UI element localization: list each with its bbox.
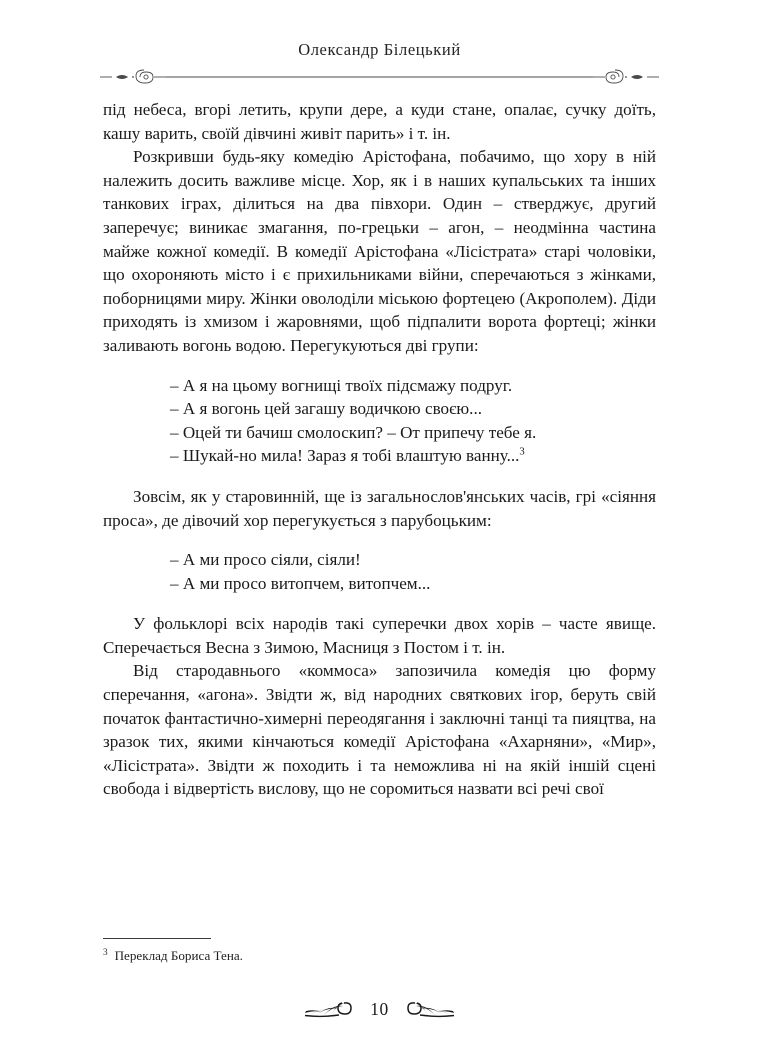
paragraph: Зовсім, як у старовинній, ще із загальнослов'янських часів, грі «сіяння проса», де дівочий хор перегукується з парубоцьким:: [103, 486, 656, 530]
leaf-scroll-left-icon: [303, 998, 357, 1020]
verse-line: [170, 548, 656, 572]
running-head-rule: [96, 69, 663, 85]
verse-line-text: – А я вогонь цей загашу водичкою своєю...: [170, 399, 482, 419]
paragraph: Від стародавнього «коммоса» запозичила комедія цю форму сперечання, «агона». Звідти ж, від народних святкових ігор, беруть свій початок фантастично-химерні переодягання і заключні танці та пияцтва, на зразок тих, якими кінчаються комедії Арістофана «Ахарняни», «Мир», «Лісістрата». Звідти ж походить і та неможлива ні на якій іншій сцені свобода і відвертість вислову, що не соромиться назвати всі речі свої: [103, 661, 656, 799]
running-head-title: Олександр Білецький: [298, 40, 461, 59]
spacer: [103, 468, 656, 485]
verse-block: [103, 374, 656, 468]
footnote-marker: 3: [103, 946, 108, 957]
verse-line: [170, 421, 656, 445]
leaf-scroll-right-icon: [402, 998, 456, 1020]
verse-line: [170, 374, 656, 398]
scroll-flourish-right-icon: [593, 70, 659, 83]
verse-line-text: – А ми просо сіяли, сіяли!: [170, 550, 361, 570]
verse-line-text: – Оцей ти бачиш смолоскип? – От припечу тебе я.: [170, 422, 537, 442]
verse-line: [170, 572, 656, 596]
footnote-text: Переклад Бориса Тена.: [114, 948, 243, 963]
verse-line-text: – А я на цьому вогнищі твоїх підсмажу подруг.: [170, 375, 513, 395]
page-footer: [0, 992, 759, 1026]
spacer: [103, 595, 656, 612]
verse-block: [103, 548, 656, 595]
running-head: [96, 40, 663, 86]
paragraph: Розкривши будь-яку комедію Арістофана, побачимо, що хору в ній належить досить важливе місце. Хор, як і в наших купальських та інших танкових іграх, ділиться на два півхори. Один – стверджує, другий заперечує; виникає змагання, по-грецьки – агон, – неодмінна частина майже кожної комедії. В комедії Арістофана «Лісістрата» старі чоловіки, що охороняють місто і є прихильниками війни, сперечаються з жінками, поборницями миру. Жінки оволоділи міською фортецею (Акрополем). Діди приходять із хмизом і жаровнями, щоб підпалити ворота фортеці; жінки заливають вогонь водою. Перегукуються дві групи:: [103, 147, 656, 355]
verse-line: [170, 397, 656, 421]
paragraph: У фольклорі всіх народів такі суперечки двох хорів – часте явище. Сперечається Весна з Зимою, Масниця з Постом і т. ін.: [103, 614, 656, 657]
footnote-separator-rule: [103, 938, 211, 939]
paragraph: під небеса, вгорі летить, крупи дере, а куди стане, опалає, сучку доїть, кашу варить, своїй дівчині живіт парить» і т. ін.: [103, 100, 656, 143]
spacer: [103, 532, 656, 548]
page-number: 10: [370, 998, 389, 1019]
verse-line-text: – А ми просо витопчем, витопчем...: [170, 573, 431, 593]
verse-line: [170, 444, 656, 468]
footnote-reference[interactable]: 3: [519, 446, 525, 458]
scroll-flourish-left-icon: [100, 70, 166, 83]
text-column: [103, 98, 656, 801]
footnote-entry: [103, 947, 656, 964]
spacer: [103, 358, 656, 374]
footnote-area: [103, 938, 656, 964]
verse-line-text: – Шукай-но мила! Зараз я тобі влаштую ванну...: [170, 446, 520, 466]
